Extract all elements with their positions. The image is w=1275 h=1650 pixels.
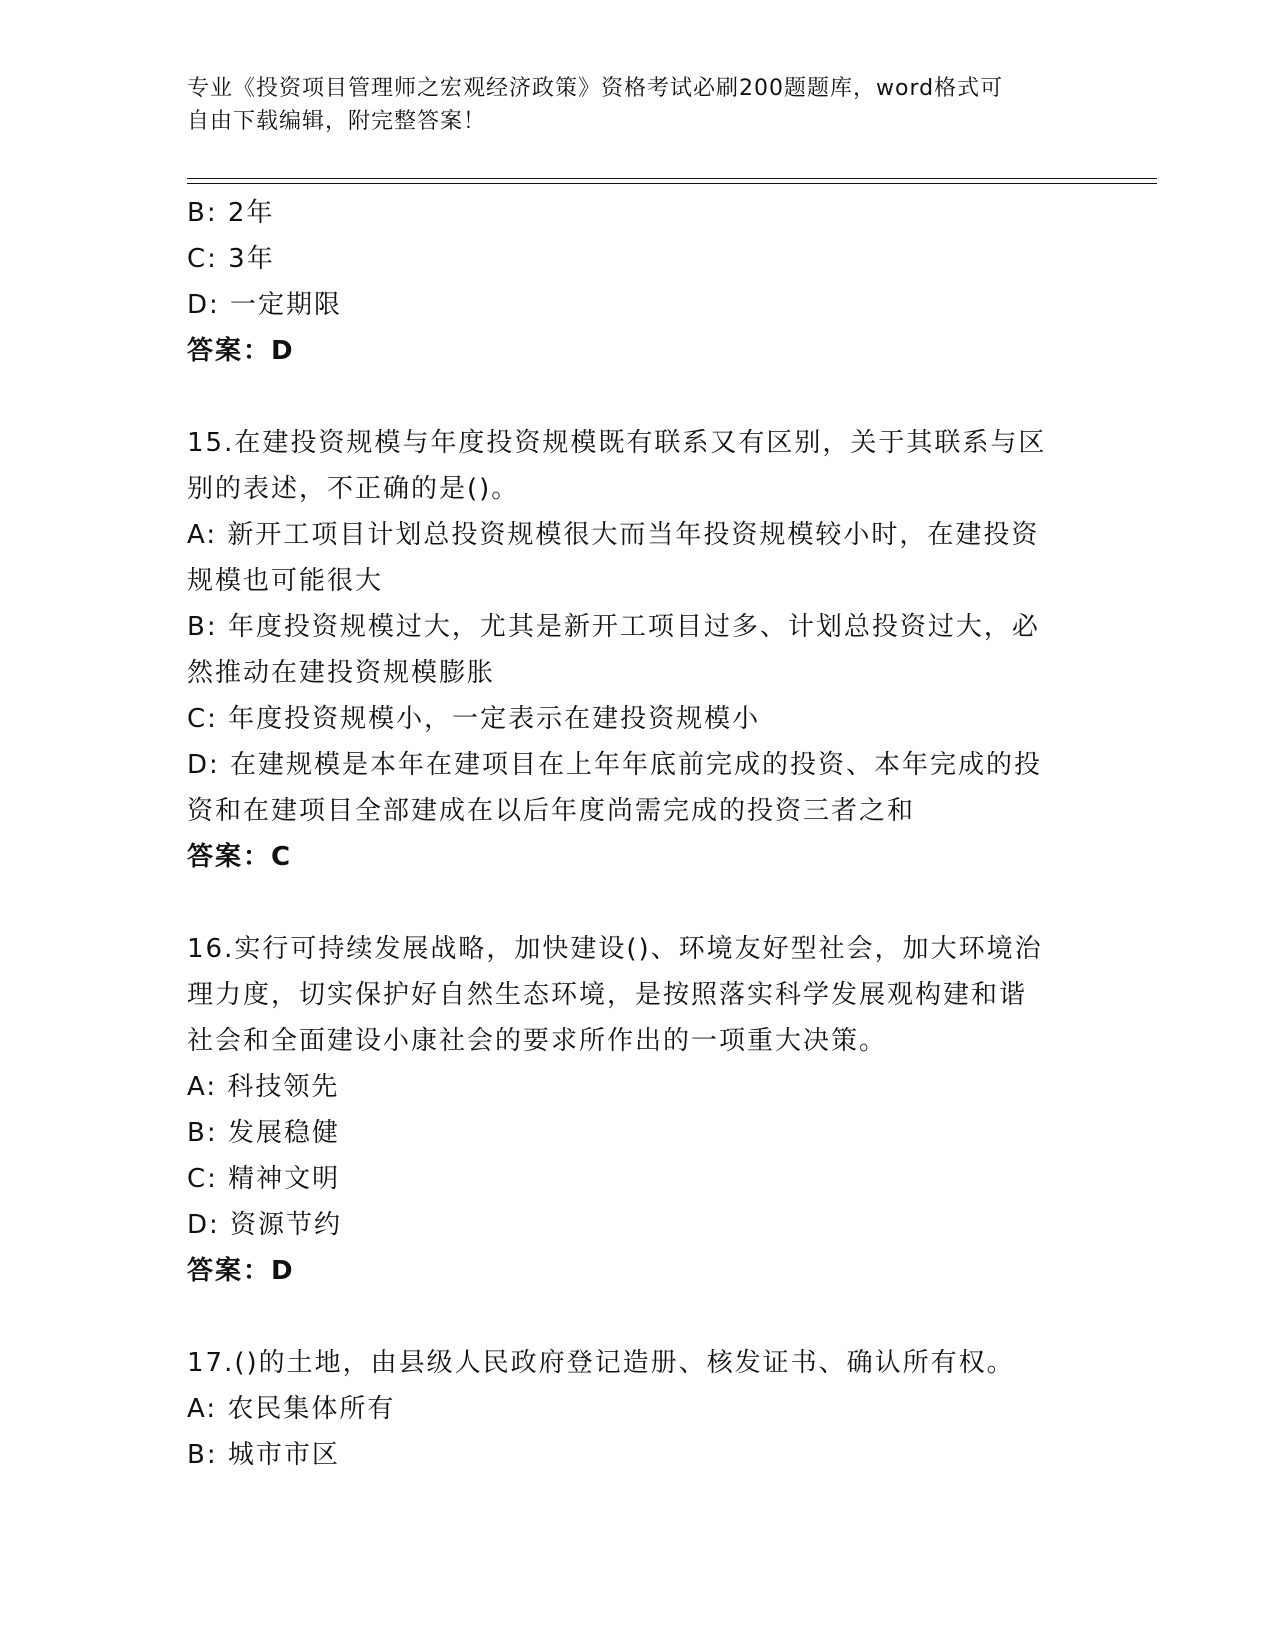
question-block-15 bbox=[187, 420, 1087, 880]
question-line: 16.实行可持续发展战略，加快建设()、环境友好型社会，加大环境治 bbox=[187, 934, 1043, 964]
answer-line: 答案：C bbox=[187, 842, 293, 872]
question-content bbox=[187, 190, 1087, 1478]
block-gap bbox=[187, 880, 1087, 926]
option-line: D: 一定期限 bbox=[187, 290, 343, 320]
option-line: C: 年度投资规模小，一定表示在建投资规模小 bbox=[187, 704, 761, 734]
option-line: D: 在建规模是本年在建项目在上年年底前完成的投资、本年完成的投 bbox=[187, 750, 1043, 780]
document-header bbox=[187, 72, 1067, 138]
question-line: 15.在建投资规模与年度投资规模既有联系又有区别，关于其联系与区 bbox=[187, 428, 1047, 458]
question-line: 17.()的土地，由县级人民政府登记造册、核发证书、确认所有权。 bbox=[187, 1348, 1015, 1378]
header-line-2: 自由下载编辑，附完整答案！ bbox=[187, 109, 487, 134]
block-gap bbox=[187, 1294, 1087, 1340]
answer-line: 答案：D bbox=[187, 336, 295, 366]
option-line: B: 城市市区 bbox=[187, 1440, 340, 1470]
option-line: 规模也可能很大 bbox=[187, 566, 384, 596]
header-divider-top bbox=[187, 178, 1157, 179]
answer-line: 答案：D bbox=[187, 1256, 295, 1286]
option-line: A: 新开工项目计划总投资规模很大而当年投资规模较小时，在建投资 bbox=[187, 520, 1040, 550]
option-line: A: 农民集体所有 bbox=[187, 1394, 396, 1424]
question-line: 别的表述，不正确的是()。 bbox=[187, 474, 520, 504]
option-line: 资和在建项目全部建成在以后年度尚需完成的投资三者之和 bbox=[187, 796, 916, 826]
option-line: C: 3年 bbox=[187, 244, 275, 274]
question-block-14-tail bbox=[187, 190, 1087, 374]
header-line-1: 专业《投资项目管理师之宏观经济政策》资格考试必刷200题题库，word格式可 bbox=[187, 76, 1004, 101]
question-line: 社会和全面建设小康社会的要求所作出的一项重大决策。 bbox=[187, 1026, 888, 1056]
option-line: B: 发展稳健 bbox=[187, 1118, 340, 1148]
question-line: 理力度，切实保护好自然生态环境，是按照落实科学发展观构建和谐 bbox=[187, 980, 1028, 1010]
option-line: B: 年度投资规模过大，尤其是新开工项目过多、计划总投资过大，必 bbox=[187, 612, 1040, 642]
option-line: A: 科技领先 bbox=[187, 1072, 340, 1102]
block-gap bbox=[187, 374, 1087, 420]
question-block-16 bbox=[187, 926, 1087, 1294]
question-block-17 bbox=[187, 1340, 1087, 1478]
option-line: D: 资源节约 bbox=[187, 1210, 343, 1240]
option-line: C: 精神文明 bbox=[187, 1164, 341, 1194]
header-divider-bottom bbox=[187, 183, 1157, 184]
option-line: 然推动在建投资规模膨胀 bbox=[187, 658, 496, 688]
option-line: B: 2年 bbox=[187, 198, 275, 228]
